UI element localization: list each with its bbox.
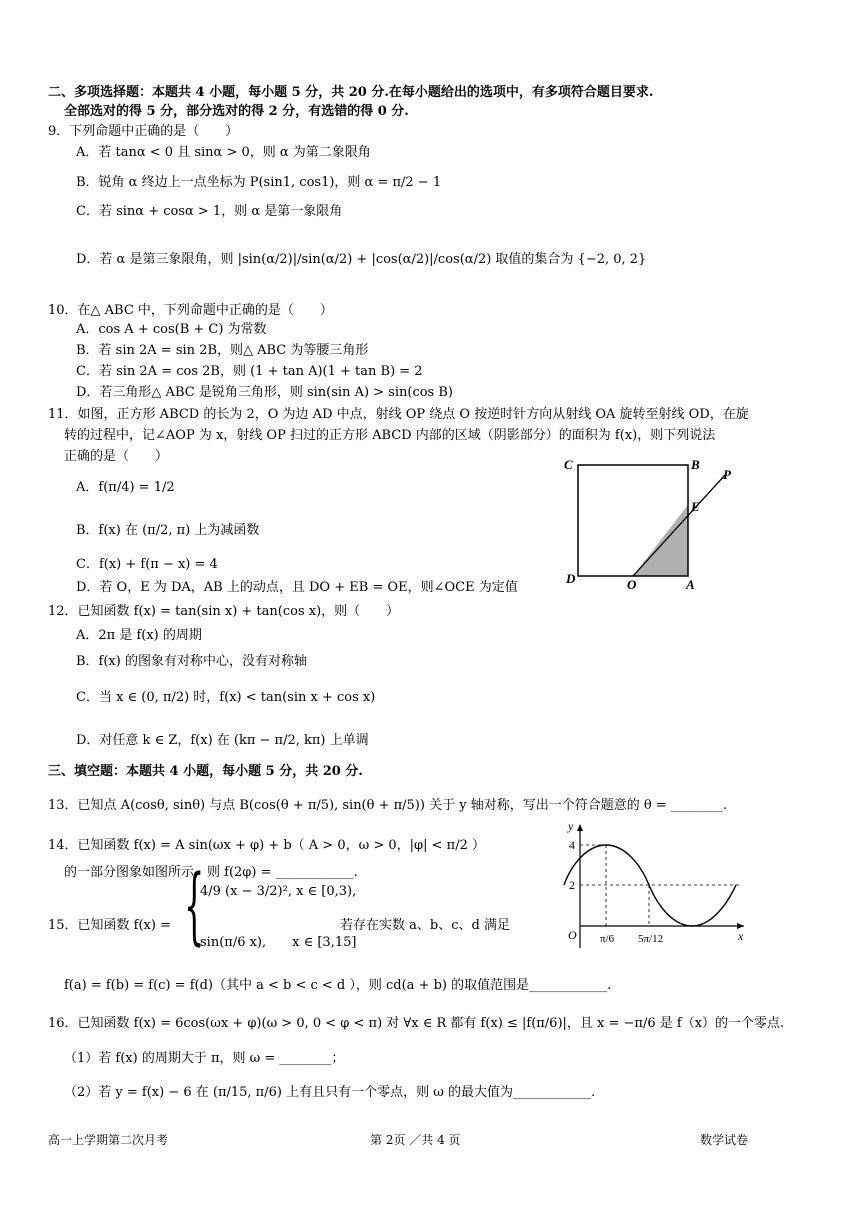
question-11-stem-line3: 正确的是（ ） bbox=[64, 449, 169, 464]
question-15-case-bottom: sin(π/6 x), x ∈ [3,15] bbox=[200, 935, 357, 950]
question-13: 13．已知点 A(cosθ, sinθ) 与点 B(cos(θ + π/5), sin(θ + π/5)) 关于 y 轴对称，写出一个符合题意的 θ = ________. bbox=[48, 798, 727, 813]
section-heading-fill-in: 三、填空题：本题共 4 小题，每小题 5 分，共 20 分. bbox=[48, 764, 363, 779]
shaded-region bbox=[633, 505, 688, 576]
question-9-option-a: A．若 tanα < 0 且 sinα > 0，则 α 为第二象限角 bbox=[76, 145, 371, 160]
question-14-line1: 14．已知函数 f(x) = A sin(ωx + φ) + b（ A > 0，ω > 0，|φ| < π/2 ） bbox=[48, 838, 485, 853]
question-9-option-b: B．锐角 α 终边上一点坐标为 P(sin1, cos1)，则 α = π/2 − 1 bbox=[76, 175, 442, 190]
label-5pi12: 5π/12 bbox=[638, 933, 664, 945]
question-10-option-d: D．若三角形△ ABC 是锐角三角形，则 sin(sin A) > sin(cos B) bbox=[76, 385, 453, 400]
label-c: C bbox=[564, 457, 573, 472]
label-p: P bbox=[723, 467, 731, 482]
question-15-line2: f(a) = f(b) = f(c) = f(d)（其中 a < b < c < d ），则 cd(a + b) 的取值范围是____________. bbox=[64, 978, 612, 993]
label-y4: 4 bbox=[569, 838, 575, 852]
question-10-stem: 10．在△ ABC 中，下列命题中正确的是（ ） bbox=[48, 303, 333, 318]
question-11-stem-line1: 11．如图，正方形 ABCD 的长为 2，O 为边 AD 中点，射线 OP 绕点 O 按逆时针方向从射线 OA 旋转至射线 OD，在旋 bbox=[48, 407, 749, 422]
label-o: O bbox=[627, 577, 637, 592]
question-11-option-a: A．f(π/4) = 1/2 bbox=[76, 480, 175, 495]
label-pi6: π/6 bbox=[600, 933, 615, 945]
label-a: A bbox=[686, 577, 695, 592]
question-11-option-b: B．f(x) 在 (π/2, π) 上为减函数 bbox=[76, 523, 260, 538]
question-9-option-c: C．若 sinα + cosα > 1，则 α 是第一象限角 bbox=[76, 204, 343, 219]
question-14-line2: 的一部分图象如图所示，则 f(2φ) = ____________. bbox=[64, 865, 358, 880]
question-12-option-c: C．当 x ∈ (0, π/2) 时，f(x) < tan(sin x + cos x) bbox=[76, 690, 376, 705]
question-15-case-top: 4/9 (x − 3/2)², x ∈ [0,3), bbox=[200, 884, 357, 899]
question-12-option-b: B．f(x) 的图象有对称中心，没有对称轴 bbox=[76, 654, 307, 669]
label-origin: O bbox=[568, 928, 577, 942]
label-e: E bbox=[691, 499, 700, 514]
y-axis-arrow bbox=[577, 824, 583, 831]
question-12-option-a: A．2π 是 f(x) 的周期 bbox=[76, 628, 202, 643]
question-15-prefix: 15．已知函数 f(x) = bbox=[48, 918, 171, 933]
question-12-stem: 12．已知函数 f(x) = tan(sin x) + tan(cos x)，则（ ） bbox=[48, 604, 400, 619]
footer-exam-name: 高一上学期第二次月考 bbox=[48, 1133, 169, 1147]
label-y: y bbox=[568, 819, 574, 833]
question-9-stem: 9．下列命题中正确的是（ ） bbox=[48, 124, 239, 139]
question-9-option-d: D．若 α 是第三象限角，则 |sin(α/2)|/sin(α/2) + |cos(α/2)|/cos(α/2) 取值的集合为 {−2, 0, 2} bbox=[76, 252, 647, 267]
question-11-stem-line2: 转的过程中，记∠AOP 为 x，射线 OP 扫过的正方形 ABCD 内部的区域（阴影部分）的面积为 f(x)，则下列说法 bbox=[64, 428, 716, 443]
section-heading: 二、多项选择题：本题共 4 小题，每小题 5 分，共 20 分.在每小题给出的选项中，有多项符合题目要求. bbox=[48, 85, 654, 100]
label-b: B bbox=[691, 457, 700, 472]
brace-symbol: { bbox=[184, 856, 205, 955]
question-16-part1: （1）若 f(x) 的周期大于 π，则 ω = ________； bbox=[64, 1051, 345, 1066]
question-11-option-c: C．f(x) + f(π − x) = 4 bbox=[76, 557, 218, 572]
question-10-option-a: A．cos A + cos(B + C) 为常数 bbox=[76, 322, 267, 337]
question-11-option-d: D．若 O，E 为 DA，AB 上的动点，且 DO + EB = OE，则∠OCE 为定值 bbox=[76, 580, 518, 595]
square-figure bbox=[560, 455, 760, 595]
question-10-option-b: B．若 sin 2A = sin 2B，则△ ABC 为等腰三角形 bbox=[76, 343, 369, 358]
question-16-part2: （2）若 y = f(x) − 6 在 (π/15, π/6) 上有且只有一个零点，则 ω 的最大值为____________. bbox=[64, 1085, 596, 1100]
label-d: D bbox=[566, 571, 576, 586]
label-y2: 2 bbox=[569, 878, 575, 892]
question-12-option-d: D．对任意 k ∈ Z，f(x) 在 (kπ − π/2, kπ) 上单调 bbox=[76, 733, 369, 748]
footer-page-number: 第 2页 ／共 4 页 bbox=[370, 1133, 461, 1147]
question-15-suffix: 若存在实数 a、b、c、d 满足 bbox=[340, 918, 510, 933]
question-16-stem: 16．已知函数 f(x) = 6cos(ωx + φ)(ω > 0, 0 < φ < π) 对 ∀x ∈ R 都有 f(x) ≤ |f(π/6)|，且 x = −π/6 是 f（x）的一个零点. bbox=[48, 1016, 785, 1031]
label-x: x bbox=[738, 929, 744, 943]
sine-graph bbox=[550, 818, 750, 958]
footer-subject: 数学试卷 bbox=[700, 1133, 749, 1147]
section-heading-note: 全部选对的得 5 分，部分选对的得 2 分，有选错的得 0 分. bbox=[64, 104, 409, 119]
question-10-option-c: C．若 sin 2A = cos 2B，则 (1 + tan A)(1 + tan B) = 2 bbox=[76, 364, 423, 379]
sine-curve bbox=[564, 845, 736, 926]
